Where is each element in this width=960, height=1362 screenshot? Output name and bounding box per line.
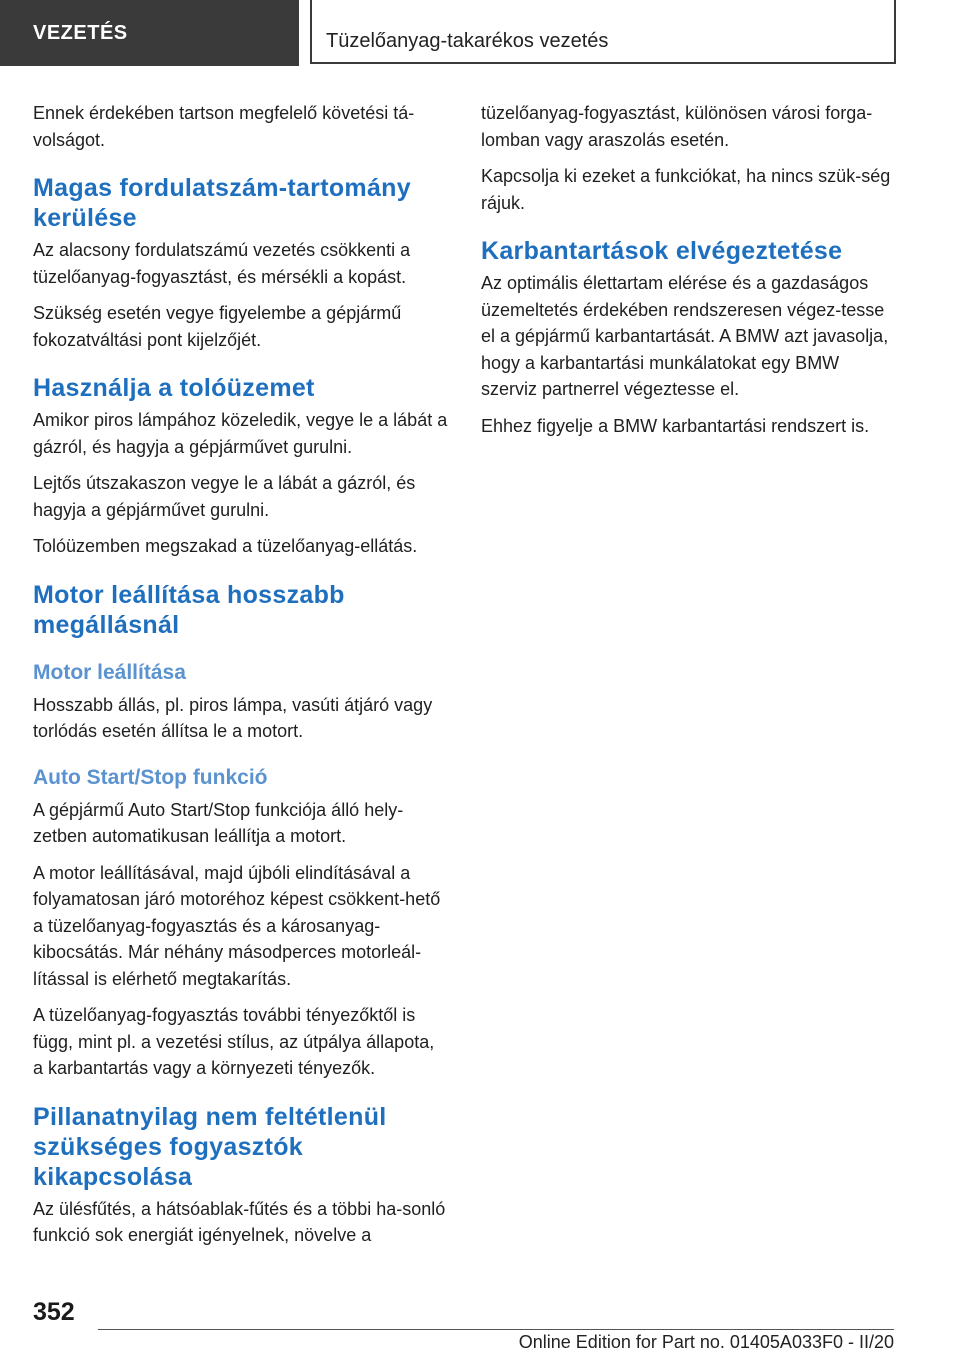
- page-number: 352: [33, 1298, 75, 1326]
- footer-edition: Online Edition for Part no. 01405A033F0 - II/20: [518, 1332, 894, 1352]
- paragraph: A tüzelőanyag-fogyasztás további tényezőktől is függ, mint pl. a vezetési stílus, az útpálya állapota, a karbantartás vagy a környezeti tényezők.: [33, 1005, 435, 1078]
- paragraph: A motor leállításával, majd újbóli elindításával a folyamatosan járó motoréhoz képest csökkent-hető a tüzelőanyag-fogyasztás és a károsanyag-kibocsátás. Már néhány másodperces motorleál-lítással is elérhető megtakarítás.: [33, 862, 441, 989]
- heading-maintenance: Karbantartások elvégeztetése: [481, 237, 843, 265]
- paragraph: Tolóüzemben megszakad a tüzelőanyag-ellátás.: [33, 536, 418, 556]
- paragraph: Szükség esetén vegye figyelembe a gépjármű fokozatváltási pont kijelzőjét.: [33, 303, 402, 350]
- heading-consumers: Pillanatnyilag nem feltétlenül szükséges fogyasztók kikapcsolása: [33, 1102, 387, 1191]
- chapter-title: Tüzelőanyag-takarékos vezetés: [310, 0, 896, 64]
- page-header: [0, 0, 960, 66]
- paragraph: Az alacsony fordulatszámú vezetés csökkenti a tüzelőanyag-fogyasztást, és mérsékli a kopást.: [33, 240, 411, 287]
- section-tab: VEZETÉS: [0, 0, 299, 66]
- heading-coasting: Használja a tolóüzemet: [33, 374, 315, 402]
- paragraph: Kapcsolja ki ezeket a funkciókat, ha nincs szük-ség rájuk.: [481, 166, 891, 213]
- paragraph: tüzelőanyag-fogyasztást, különösen városi forga-lomban vagy araszolás esetén.: [481, 103, 873, 150]
- heading-engine-off: Motor leállítása hosszabb megállásnál: [33, 580, 345, 639]
- footer-divider: [98, 1329, 894, 1330]
- left-column: [33, 100, 448, 1259]
- paragraph: Az optimális élettartam elérése és a gazdaságos üzemeltetés érdekében rendszeresen végez-tesse el a gépjármű karbantartását. A BMW azt javasolja, hogy a karbantartási munkálatokat egy BMW szerviz partnerrel végeztesse el.: [481, 273, 889, 399]
- paragraph: Amikor piros lámpához közeledik, vegye le a lábát a gázról, és hagyja a gépjárművet gurulni.: [33, 410, 448, 457]
- paragraph: Az ülésfűtés, a hátsóablak-fűtés és a többi ha-sonló funkció sok energiát igényelnek, növelve a: [33, 1198, 446, 1245]
- subheading-auto-start-stop: Auto Start/Stop funkció: [33, 765, 268, 789]
- paragraph: Ehhez figyelje a BMW karbantartási rendszert is.: [481, 415, 870, 436]
- paragraph: A gépjármű Auto Start/Stop funkciója álló hely-zetben automatikusan leállítja a motort.: [33, 799, 404, 846]
- heading-high-rpm: Magas fordulatszám-tartomány kerülése: [33, 174, 411, 232]
- paragraph: Ennek érdekében tartson megfelelő követési tá-volságot.: [33, 103, 415, 150]
- right-column: [481, 100, 896, 449]
- paragraph: Lejtős útszakaszon vegye le a lábát a gázról, és hagyja a gépjárművet gurulni.: [33, 473, 416, 520]
- paragraph: Hosszabb állás, pl. piros lámpa, vasúti átjáró vagy torlódás esetén állítsa le a motort.: [33, 694, 433, 741]
- subheading-engine-off: Motor leállítása: [33, 660, 186, 684]
